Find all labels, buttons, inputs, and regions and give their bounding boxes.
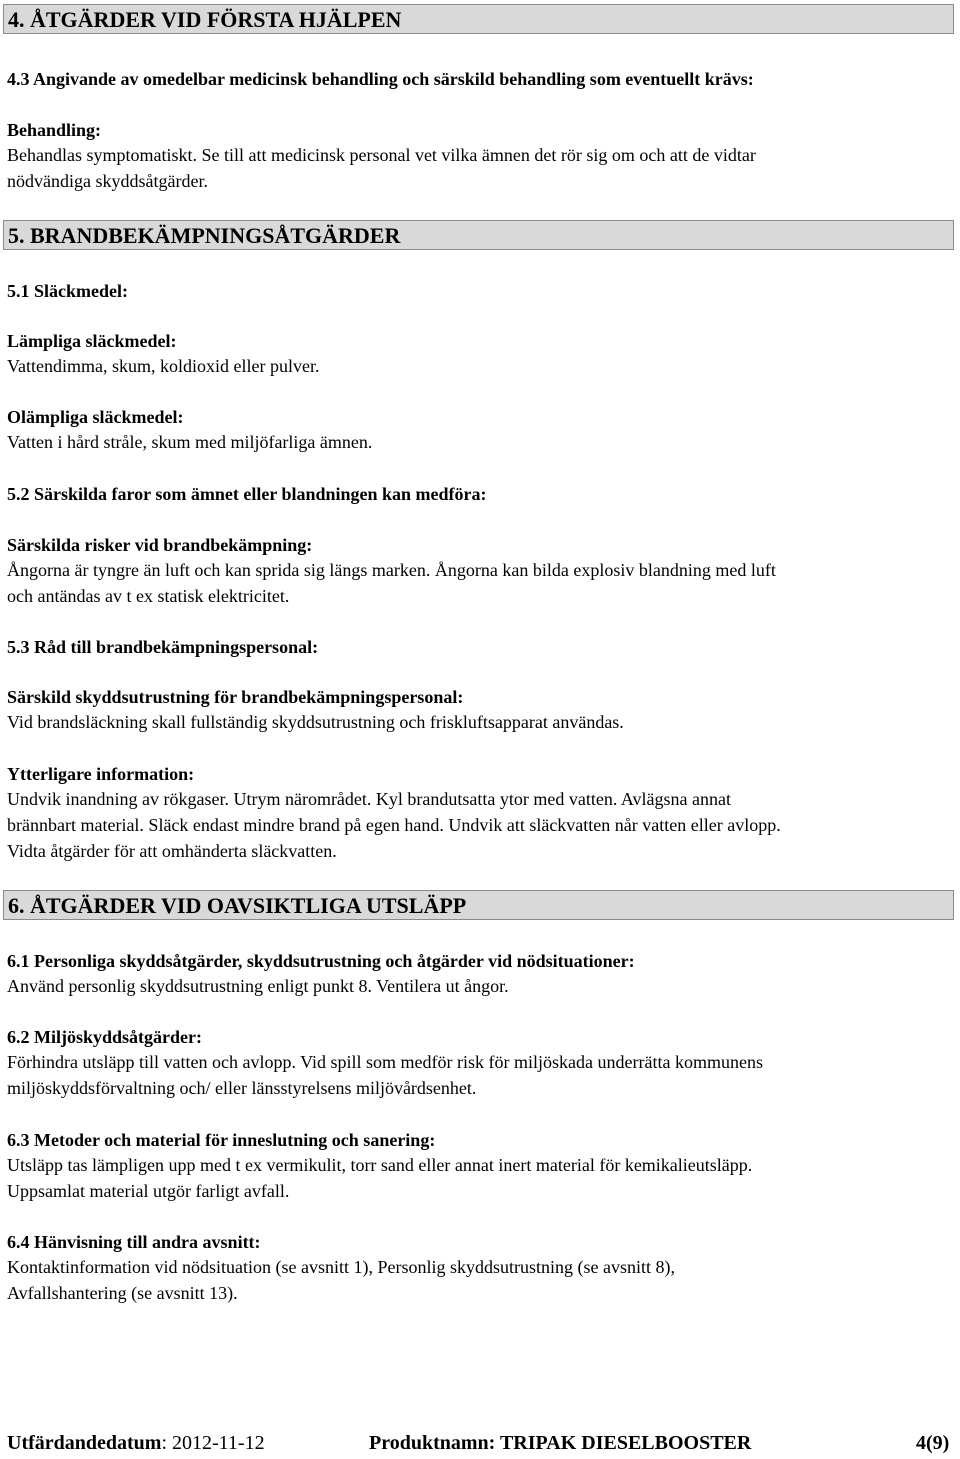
section-4-header	[3, 4, 954, 34]
footer-date	[7, 1432, 265, 1455]
section-5-header	[3, 220, 954, 250]
s63-heading: 6.3 Metoder och material för inneslutning och sanering:	[7, 1130, 436, 1150]
s51-heading: 5.1 Släckmedel:	[7, 281, 128, 301]
s53-heading: 5.3 Råd till brandbekämpningspersonal:	[7, 637, 319, 657]
footer-product-value: : TRIPAK DIESELBOOSTER	[488, 1432, 752, 1454]
further-line-2: brännbart material. Släck endast mindre brand på egen hand. Undvik att släckvatten når vatten eller avlopp.	[7, 815, 781, 835]
s61-heading: 6.1 Personliga skyddsåtgärder, skyddsutrustning och åtgärder vid nödsituationer:	[7, 951, 635, 971]
risks-line-2: och antändas av t ex statisk elektricitet.	[7, 586, 290, 606]
s43-heading: 4.3 Angivande av omedelbar medicinsk behandling och särskild behandling som eventuellt krävs:	[7, 69, 754, 89]
risks-line-1: Ångorna är tyngre än luft och kan sprida sig längs marken. Ångorna kan bilda explosiv blandning med luft	[7, 560, 776, 580]
s64-line-2: Avfallshantering (se avsnitt 13).	[7, 1283, 238, 1303]
footer-date-value: : 2012-11-12	[161, 1432, 265, 1454]
s63-line-2: Uppsamlat material utgör farligt avfall.	[7, 1181, 290, 1201]
suitable-label: Lämpliga släckmedel:	[7, 331, 177, 351]
equipment-text: Vid brandsläckning skall fullständig skyddsutrustning och friskluftsapparat användas.	[7, 712, 624, 732]
treatment-line-2: nödvändiga skyddsåtgärder.	[7, 171, 208, 191]
s61-text: Använd personlig skyddsutrustning enligt punkt 8. Ventilera ut ångor.	[7, 976, 509, 996]
s62-heading: 6.2 Miljöskyddsåtgärder:	[7, 1027, 202, 1047]
risks-label: Särskilda risker vid brandbekämpning:	[7, 535, 313, 555]
further-line-3: Vidta åtgärder för att omhänderta släckvatten.	[7, 841, 337, 861]
section-5-title: 5. BRANDBEKÄMPNINGSÅTGÄRDER	[8, 223, 401, 248]
section-6-title: 6. ÅTGÄRDER VID OAVSIKTLIGA UTSLÄPP	[8, 893, 467, 918]
section-6-header	[3, 890, 954, 920]
footer-page-number: 4(9)	[916, 1432, 950, 1454]
s62-line-1: Förhindra utsläpp till vatten och avlopp. Vid spill som medför risk för miljöskada underrätta kommunens	[7, 1052, 763, 1072]
s64-heading: 6.4 Hänvisning till andra avsnitt:	[7, 1232, 261, 1252]
section-4-title: 4. ÅTGÄRDER VID FÖRSTA HJÄLPEN	[8, 7, 402, 32]
s63-line-1: Utsläpp tas lämpligen upp med t ex vermikulit, torr sand eller annat inert material för kemikalieutsläpp.	[7, 1155, 753, 1175]
treatment-label: Behandling:	[7, 120, 102, 140]
unsuitable-text: Vatten i hård stråle, skum med miljöfarliga ämnen.	[7, 432, 373, 452]
s52-heading: 5.2 Särskilda faror som ämnet eller blandningen kan medföra:	[7, 484, 487, 504]
further-line-1: Undvik inandning av rökgaser. Utrym närområdet. Kyl brandutsatta ytor med vatten. Avlägsna annat	[7, 789, 731, 809]
further-label: Ytterligare information:	[7, 764, 195, 784]
s62-line-2: miljöskyddsförvaltning och/ eller länsstyrelsens miljövårdsenhet.	[7, 1078, 477, 1098]
footer-product	[369, 1432, 751, 1455]
s64-line-1: Kontaktinformation vid nödsituation (se avsnitt 1), Personlig skyddsutrustning (se avsnitt 8),	[7, 1257, 675, 1277]
footer-date-label: Utfärdandedatum	[7, 1432, 162, 1454]
unsuitable-label: Olämpliga släckmedel:	[7, 407, 184, 427]
equipment-label: Särskild skyddsutrustning för brandbekämpningspersonal:	[7, 687, 464, 707]
treatment-line-1: Behandlas symptomatiskt. Se till att medicinsk personal vet vilka ämnen det rör sig om och att de vidtar	[7, 145, 756, 165]
footer-product-label: Produktnamn	[369, 1432, 489, 1454]
suitable-text: Vattendimma, skum, koldioxid eller pulver.	[7, 356, 320, 376]
